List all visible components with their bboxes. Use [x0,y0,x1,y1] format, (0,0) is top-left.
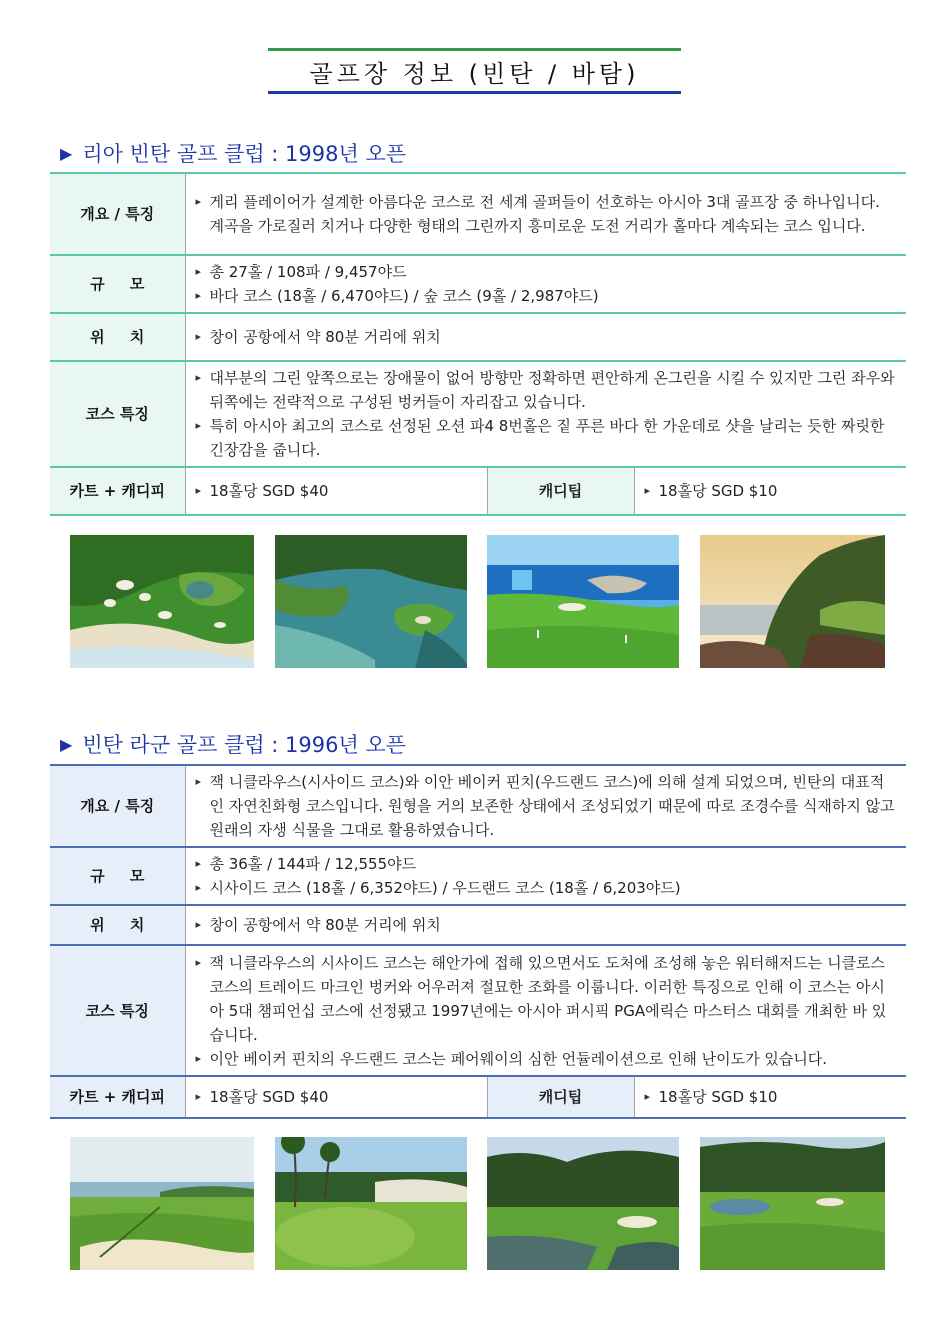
golf-course-photo-aerial-bunkers [70,535,254,668]
bullet-line: ▸ 게리 플레이어가 설계한 아름다운 코스로 전 세계 골퍼들이 선호하는 아시아 3대 골프장 중 하나입니다. 계곡을 가로질러 치거나 다양한 형태의 그린까지 흥미로운 도전 거리가 홀마다 계속되는 코스 입니다. [196,190,897,238]
golf-course-photo-woodland-fairway [700,1137,885,1270]
row-content-course [185,361,906,467]
bullet-line: ▸ 18홀당 SGD $10 [645,479,897,503]
table-row [50,1076,906,1118]
row-content-cart-caddie-fee [185,1076,487,1118]
table-row [50,945,906,1076]
row-content-caddie-tip [634,467,906,515]
row-label-overview: 개요 / 특징 [50,173,185,255]
row-content-scale [185,847,906,905]
table-row [50,313,906,361]
table-row [50,847,906,905]
row-label-location: 위 치 [50,313,185,361]
golf-course-photo-forest-lake [487,1137,679,1270]
row-content-scale [185,255,906,313]
row-content-cart-caddie-fee [185,467,487,515]
table-row [50,765,906,847]
row-label-course: 코스 특징 [50,945,185,1076]
row-content-overview [185,173,906,255]
row-label-overview: 개요 / 특징 [50,765,185,847]
bullet-line: ▸ 대부분의 그린 앞쪽으로는 장애물이 없어 방향만 정확하면 편안하게 온그린을 시킬 수 있지만 그린 좌우와 뒤쪽에는 전략적으로 구성된 벙커들이 자리잡고 있습니다. [196,366,897,414]
table-row [50,173,906,255]
row-label-scale: 규 모 [50,847,185,905]
table-row [50,255,906,313]
triangle-bullet-icon: ▶ [60,143,73,163]
golf-course-photo-palm-green [275,1137,467,1270]
info-table-ria-bintan [50,172,906,516]
row-label-scale: 규 모 [50,255,185,313]
section-heading-bintan-lagoon [60,729,406,759]
row-label-location: 위 치 [50,905,185,945]
bullet-line: ▸ 시사이드 코스 (18홀 / 6,352야드) / 우드랜드 코스 (18홀 / 6,203야드) [196,876,897,900]
row-content-course [185,945,906,1076]
triangle-bullet-icon: ▶ [60,734,73,754]
row-content-caddie-tip [634,1076,906,1118]
bullet-line: ▸ 잭 니클라우스의 시사이드 코스는 해안가에 접해 있으면서도 도처에 조성해 놓은 워터해저드는 니클로스 코스의 트레이드 마크인 벙커와 어우러져 절묘한 조화를 이룹니다. 이러한 특징으로 인해 이 코스는 아시아 5대 챔피언십 코스에 선정됐고 1997년에는 아시아 퍼시픽 PGA에릭슨 마스터스 대회를 개최한 바 있습니다. [196,951,897,1047]
section-heading-text: 빈탄 라군 골프 클럽 : 1996년 오픈 [82,733,407,757]
golf-course-photo-seaside-bunker [70,1137,254,1270]
row-content-location [185,905,906,945]
bullet-line: ▸ 창이 공항에서 약 80분 거리에 위치 [196,913,897,937]
row-label-caddie-tip: 캐디팁 [487,467,634,515]
bullet-line: ▸ 총 36홀 / 144파 / 12,555야드 [196,852,897,876]
info-table-bintan-lagoon [50,764,906,1119]
row-label-cart-caddie-fee: 카트 + 캐디피 [50,1076,185,1118]
bullet-line: ▸ 바다 코스 (18홀 / 6,470야드) / 숲 코스 (9홀 / 2,987야드) [196,284,897,308]
page-title: 골프장 정보 (빈탄 / 바탐) [268,48,681,94]
golf-course-photo-island-green [275,535,467,668]
bullet-line: ▸ 18홀당 SGD $40 [196,1085,477,1109]
bullet-line: ▸ 특히 아시아 최고의 코스로 선정된 오션 파4 8번홀은 짙 푸른 바다 한 가운데로 샷을 날리는 듯한 짜릿한 긴장감을 줍니다. [196,414,897,462]
golf-course-photo-ocean-view [487,535,679,668]
section-heading-ria-bintan [60,138,406,168]
table-row [50,467,906,515]
bullet-line: ▸ 잭 니클라우스(시사이드 코스)와 이안 베이커 핀치(우드랜드 코스)에 의해 설계 되었으며, 빈탄의 대표적인 자연친화형 코스입니다. 원형을 거의 보존한 상태에서 조성되었기 때문에 따로 조경수를 식재하지 않고 원래의 자생 식물을 그대로 활용하였습니다. [196,770,897,842]
bullet-line: ▸ 18홀당 SGD $10 [645,1085,897,1109]
row-label-course: 코스 특징 [50,361,185,467]
bullet-line: ▸ 창이 공항에서 약 80분 거리에 위치 [196,325,897,349]
row-label-caddie-tip: 캐디팁 [487,1076,634,1118]
golf-course-photo-sunset-cliff [700,535,885,668]
bullet-line: ▸ 18홀당 SGD $40 [196,479,477,503]
section-heading-text: 리아 빈탄 골프 클럽 : 1998년 오픈 [82,142,407,166]
table-row [50,905,906,945]
bullet-line: ▸ 이안 베이커 핀치의 우드랜드 코스는 페어웨이의 심한 언듈레이션으로 인해 난이도가 있습니다. [196,1047,897,1071]
bullet-line: ▸ 총 27홀 / 108파 / 9,457야드 [196,260,897,284]
row-label-cart-caddie-fee: 카트 + 캐디피 [50,467,185,515]
row-content-location [185,313,906,361]
table-row [50,361,906,467]
row-content-overview [185,765,906,847]
